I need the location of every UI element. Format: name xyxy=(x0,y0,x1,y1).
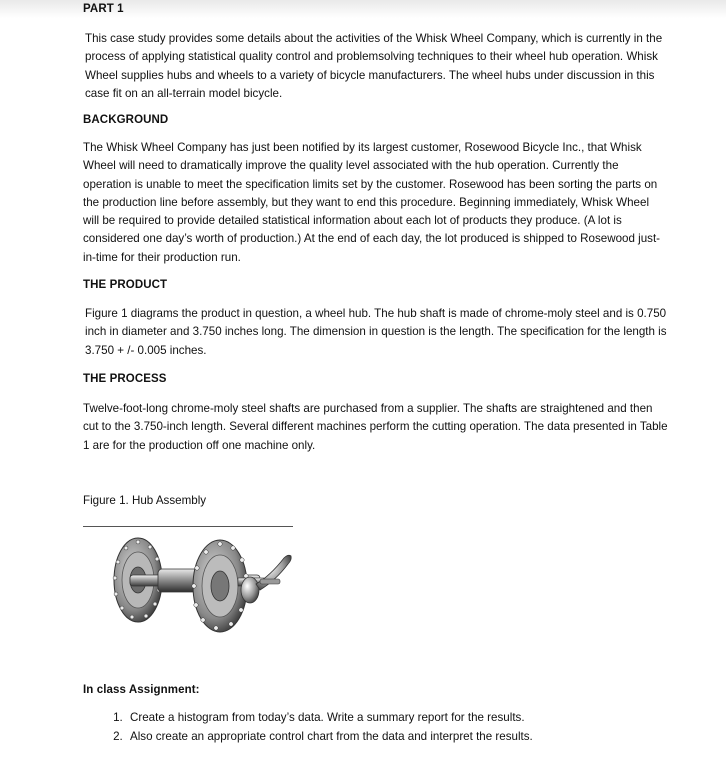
background-heading: BACKGROUND xyxy=(83,114,169,126)
hub-assembly-illustration xyxy=(100,528,300,652)
process-paragraph: Twelve-foot-long chrome-moly steel shafts are purchased from a supplier. The shafts are straightened and then cut to the 3.750-inch length. Several different machines perform the cutting operation. The data presented in Table 1 are for the production off one machine only. xyxy=(83,402,668,452)
process-heading: THE PROCESS xyxy=(83,373,167,385)
background-paragraph: The Whisk Wheel Company has just been notified by its largest customer, Rosewood Bicycle Inc., that Whisk Wheel will need to dramatically improve the quality level associated with the hub operation. Currently the operation is unable to meet the specification limits set by the customer. Rosewood has been sorting the parts on the production line before assembly, but they want to end this procedure. Beginning immediately, Whisk Wheel will be required to provide detailed statistical information about each lot of products they produce. (A lot is considered one day’s worth of production.) At the end of each day, the lot produced is shipped to Rosewood just-in-time for their production run. xyxy=(83,141,661,264)
assignment-heading: In class Assignment: xyxy=(83,684,200,696)
assignment-item: 2. Also create an appropriate control chart from the data and interpret the results. xyxy=(126,728,686,747)
product-paragraph: Figure 1 diagrams the product in question, a wheel hub. The hub shaft is made of chrome-moly steel and is 0.750 inch in diameter and 3.750 inches long. The dimension in question is the length. The specification for the length is 3.750 + /- 0.005 inches. xyxy=(85,307,667,357)
assignment-list xyxy=(83,709,686,746)
figure-divider xyxy=(83,526,293,527)
assignment-item: 1. Create a histogram from today’s data. Write a summary report for the results. xyxy=(126,709,686,728)
product-heading: THE PRODUCT xyxy=(83,279,168,291)
intro-paragraph: This case study provides some details about the activities of the Whisk Wheel Company, which is currently in the process of applying statistical quality control and problemsolving techniques to their wheel hub operation. Whisk Wheel supplies hubs and wheels to a variety of bicycle manufacturers. The wheel hubs under discussion in this case fit on an all-terrain model bicycle. xyxy=(85,32,663,100)
figure-caption: Figure 1. Hub Assembly xyxy=(83,494,207,507)
part-title: PART 1 xyxy=(83,3,124,15)
